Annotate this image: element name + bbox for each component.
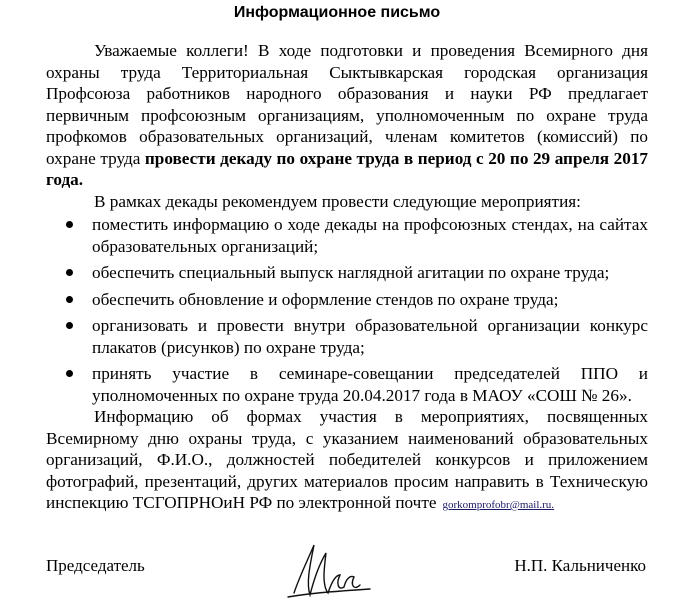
list-item-text: принять участие в семинаре-совещании председателей ППО и уполномоченных по охране труда 20.04.2017 года в МАОУ «СОШ № 26». [92, 364, 648, 405]
bullet-icon [66, 269, 73, 276]
letter-body [46, 40, 648, 517]
closing-paragraph [46, 406, 648, 517]
intro-text: Уважаемые коллеги! В ходе подготовки и проведения Всемирного дня охраны труда Территориальная Сыктывкарская городская организация Профсоюза работников народного образования и науки РФ предлагает первичным профсоюзным организациям, уполномоченным по охране труда профкомов образовательных организаций, членам комитетов (комиссий) по охране труда [46, 41, 648, 168]
list-intro: В рамках декады рекомендуем провести следующие мероприятия: [94, 191, 581, 211]
list-item [46, 289, 648, 311]
signature-icon [280, 535, 375, 605]
bullet-icon [66, 221, 73, 228]
intro-bold: провести декаду по охране труда в период с 20 по 29 апреля 2017 года. [46, 148, 649, 189]
closing-text: Информацию об формах участия в мероприятиях, посвященных Всемирному дню охраны труда, с указанием наименований образовательных организаций, Ф.И.О., должностей победителей конкурсов и приложением фотографий, презентаций, других материалов просим направить в Техническую инспекцию ТСГОПРНОиН РФ по электронной почте [46, 407, 648, 512]
list-item [46, 315, 648, 358]
list-item [46, 363, 648, 406]
intro-paragraph [46, 40, 648, 191]
measures-list [46, 214, 648, 406]
signer-title: Председатель [46, 556, 145, 575]
list-item-text: организовать и провести внутри образовательной организации конкурс плакатов (рисунков) по охране труда; [92, 316, 648, 357]
signer-name: Н.П. Кальниченко [514, 556, 646, 575]
list-item [46, 214, 648, 257]
email-link[interactable]: gorkomprofobr@mail.ru. [442, 499, 555, 511]
bullet-icon [66, 370, 73, 377]
list-item [46, 262, 648, 284]
bullet-icon [66, 296, 73, 303]
list-item-text: обеспечить специальный выпуск наглядной агитации по охране труда; [92, 263, 610, 282]
bullet-icon [66, 322, 73, 329]
list-item-text: обеспечить обновление и оформление стендов по охране труда; [92, 289, 559, 309]
list-item-text: поместить информацию о ходе декады на профсоюзных стендах, на сайтах образовательных организаций; [92, 215, 648, 256]
letter-title: Информационное письмо [233, 4, 441, 21]
